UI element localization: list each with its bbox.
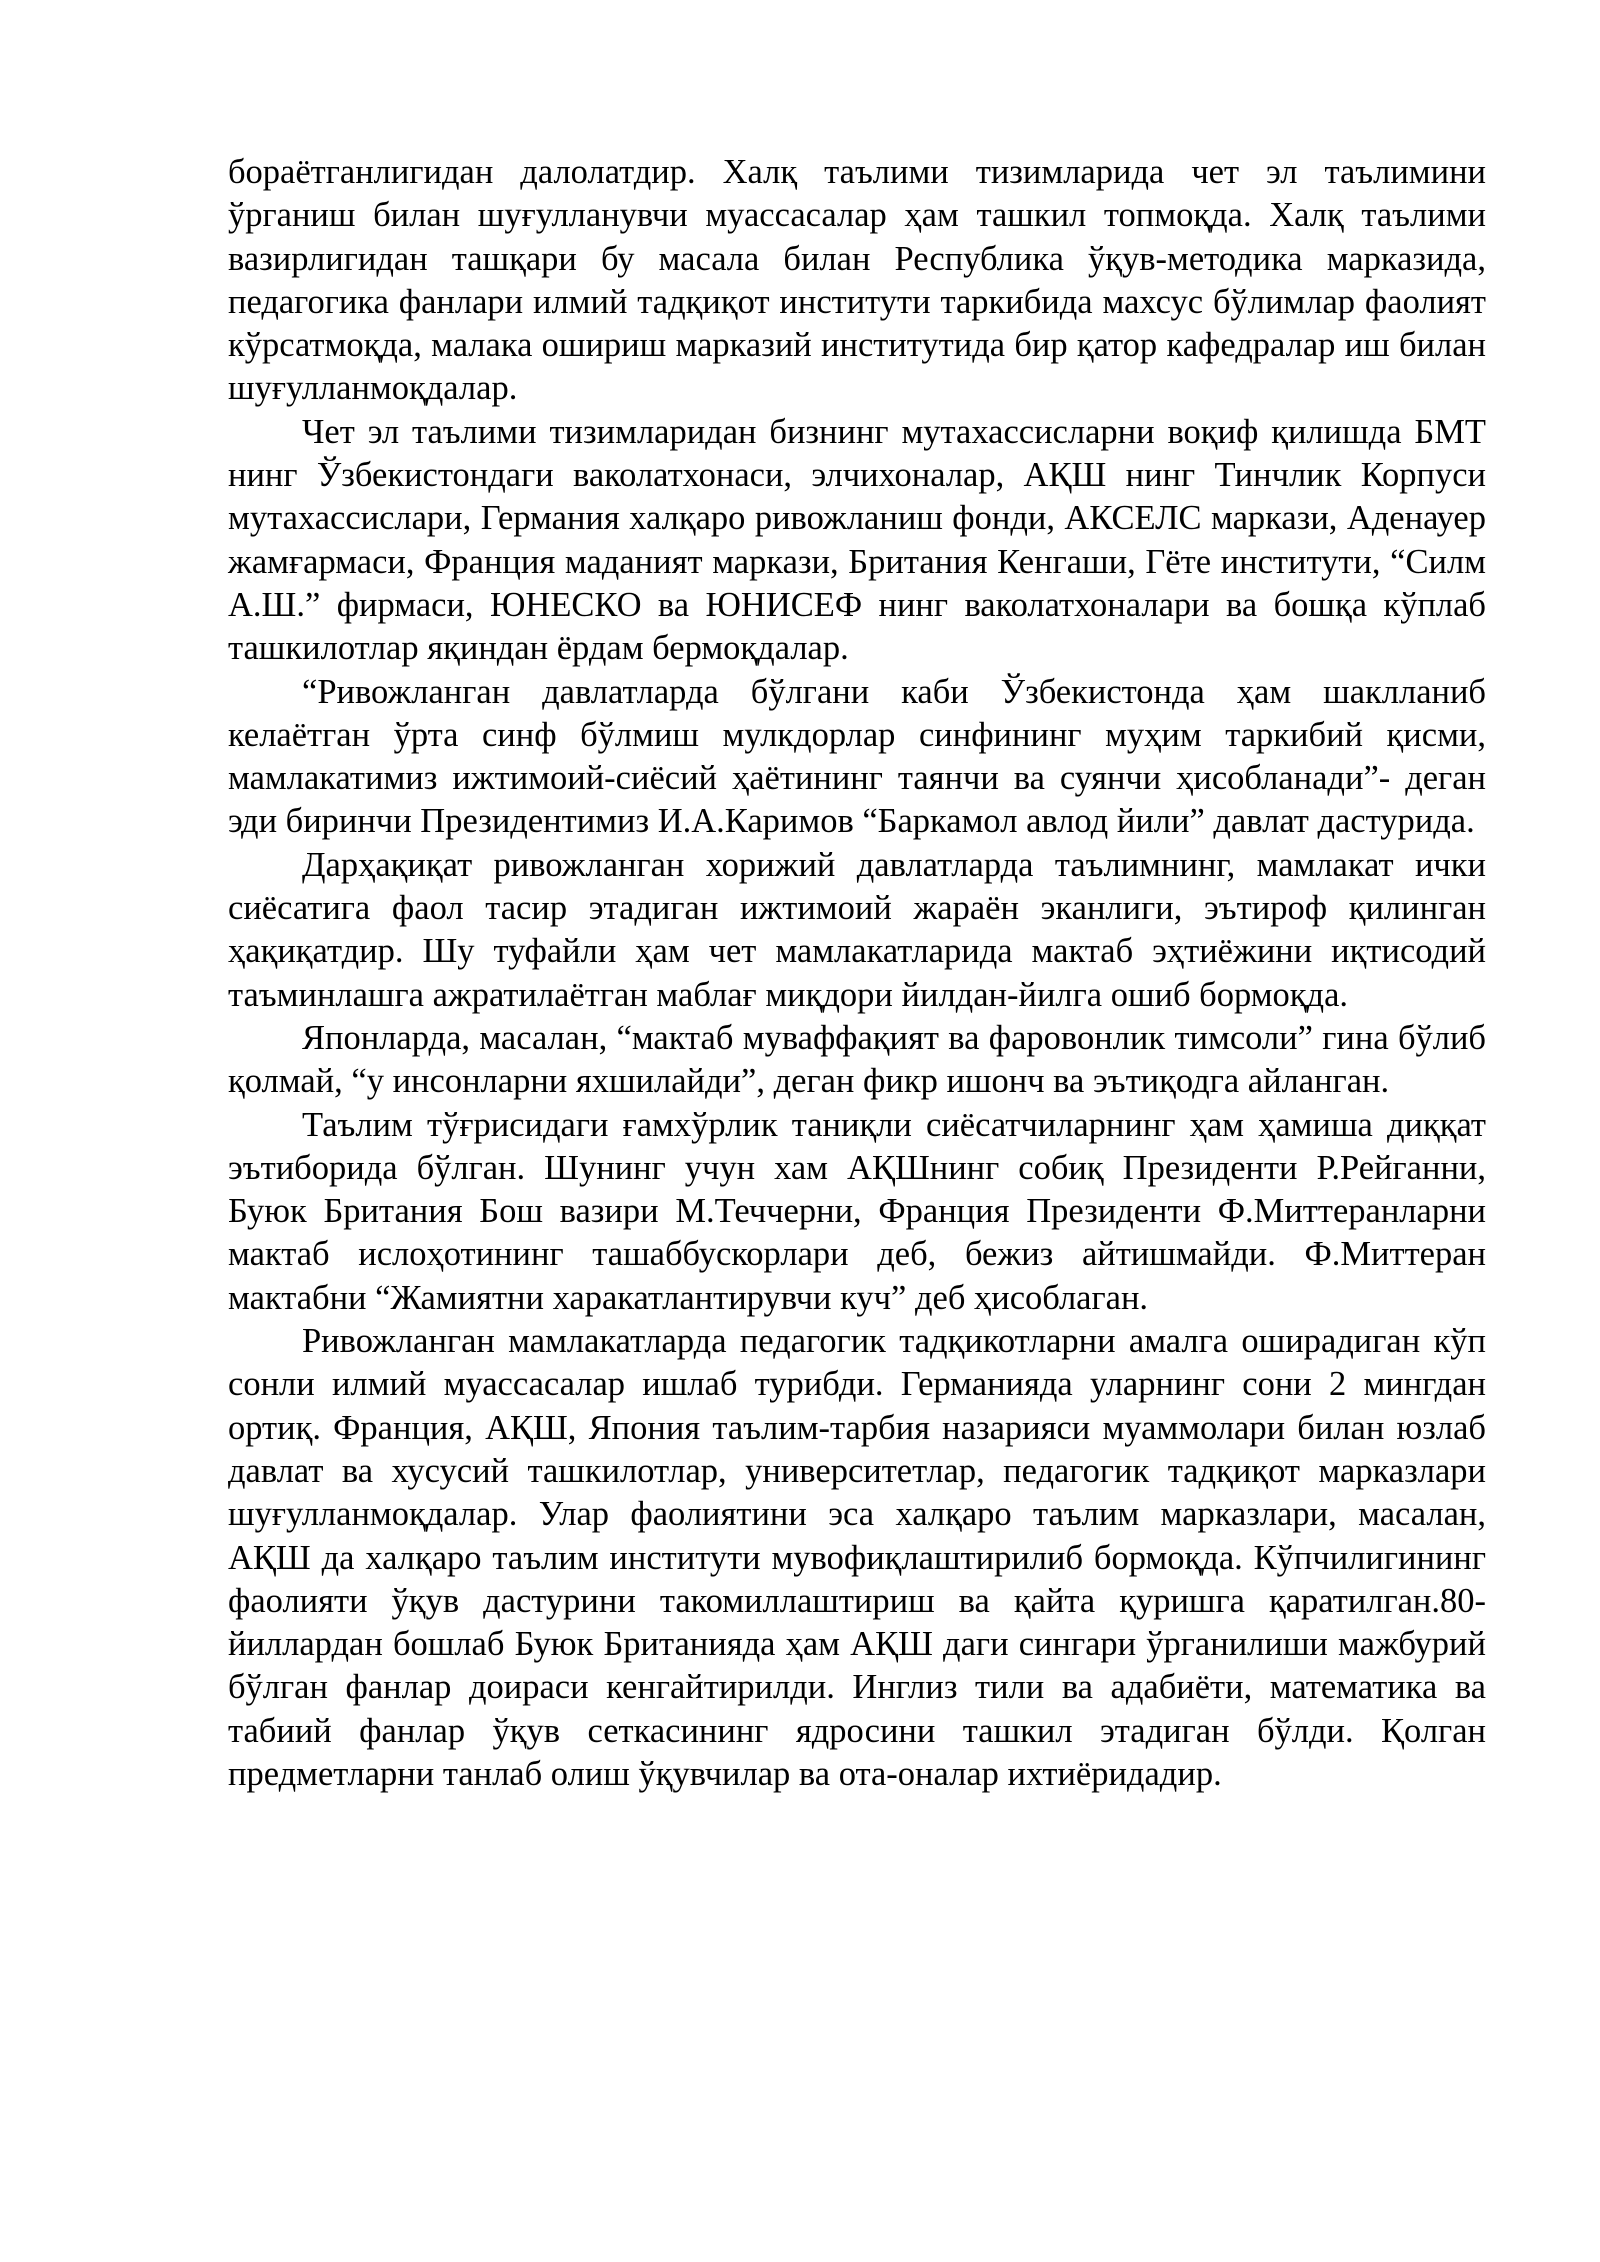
paragraph-5: Японларда, масалан, “мактаб муваффақият ва фаровонлик тимсоли” гина бўлиб қолмай, “у инсонларни яхшилайди”, деган фикр ишонч ва эътиқодга айланган. xyxy=(228,1018,1486,1101)
paragraph-7: Ривожланган мамлакатларда педагогик тадқикотларни амалга оширадиган кўп сонли илмий муассасалар ишлаб турибди. Германияда уларнинг сони 2 мингдан ортиқ. Франция, АҚШ, Япония таълим-тарбия назарияси муаммолари билан юзлаб давлат ва хусусий ташкилотлар, университетлар, педагогик тадқиқот марказлари шуғулланмоқдалар. Улар фаолиятини эса халқаро таълим марказлари, масалан, АҚШ да халқаро таълим институти мувофиқлаштирилиб бормоқда. Кўпчилигининг фаолияти ўқув дастурини такомиллаштириш ва қайта қуришга қаратилган.80-йиллардан бошлаб Буюк Британияда ҳам АҚШ даги сингари ўрганилиши мажбурий бўлган фанлар доираси кенгайтирилди. Инглиз тили ва адабиёти, математика ва табиий фанлар ўқув сеткасининг ядросини ташкил этадиган бўлди. Қолган предметларни танлаб олиш ўқувчилар ва ота-оналар ихтиёридадир. xyxy=(228,1322,1486,1793)
paragraph-1: бораётганлигидан далолатдир. Халқ таълими тизимларида чет эл таълимини ўрганиш билан шуғулланувчи муассасалар ҳам ташкил топмоқда. Халқ таълими вазирлигидан ташқари бу масала билан Республика ўқув-методика марказида, педагогика фанлари илмий тадқиқот институти таркибида махсус бўлимлар фаолият кўрсатмоқда, малака ошириш марказий институтида бир қатор кафедралар иш билан шуғулланмоқдалар. xyxy=(228,153,1486,408)
paragraph-3: “Ривожланган давлатларда бўлгани каби Ўзбекистонда ҳам шаклланиб келаётган ўрта синф бўлмиш мулкдорлар синфининг муҳим таркибий қисми, мамлакатимиз ижтимоий-сиёсий ҳаётининг таянчи ва суянчи ҳисобланади”- деган эди биринчи Президентимиз И.А.Каримов “Баркамол авлод йили” давлат дастурида. xyxy=(228,672,1486,841)
document-page xyxy=(228,151,1486,1796)
paragraph-6: Таълим тўғрисидаги ғамхўрлик таниқли сиёсатчиларнинг ҳам ҳамиша диққат эътиборида бўлган. Шунинг учун хам АҚШнинг собиқ Президенти Р.Рейганни, Буюк Британия Бош вазири М.Теччерни, Франция Президенти Ф.Миттеранларни мактаб ислоҳотининг ташаббускорлари деб, бежиз айтишмайди. Ф.Миттеран мактабни “Жамиятни харакатлантирувчи куч” деб ҳисоблаган. xyxy=(228,1105,1486,1317)
paragraph-2: Чет эл таълими тизимларидан бизнинг мутахассисларни воқиф қилишда БМТ нинг Ўзбекистондаги ваколатхонаси, элчихоналар, АҚШ нинг Тинчлик Корпуси мутахассислари, Германия халқаро ривожланиш фонди, АКСЕЛС маркази, Аденауер жамғармаси, Франция маданият маркази, Британия Кенгаши, Гёте институти, “Силм А.Ш.” фирмаси, ЮНЕСКО ва ЮНИСЕФ нинг ваколатхоналари ва бошқа кўплаб ташкилотлар яқиндан ёрдам бермоқдалар. xyxy=(228,412,1486,668)
paragraph-4: Дарҳақиқат ривожланган хорижий давлатларда таълимнинг, мамлакат ички сиёсатига фаол тасир этадиган ижтимоий жараён эканлиги, эътироф қилинган ҳақиқатдир. Шу туфайли ҳам чет мамлакатларида мактаб эҳтиёжини иқтисодий таъминлашга ажратилаётган маблағ миқдори йилдан-йилга ошиб бормоқда. xyxy=(228,845,1486,1014)
